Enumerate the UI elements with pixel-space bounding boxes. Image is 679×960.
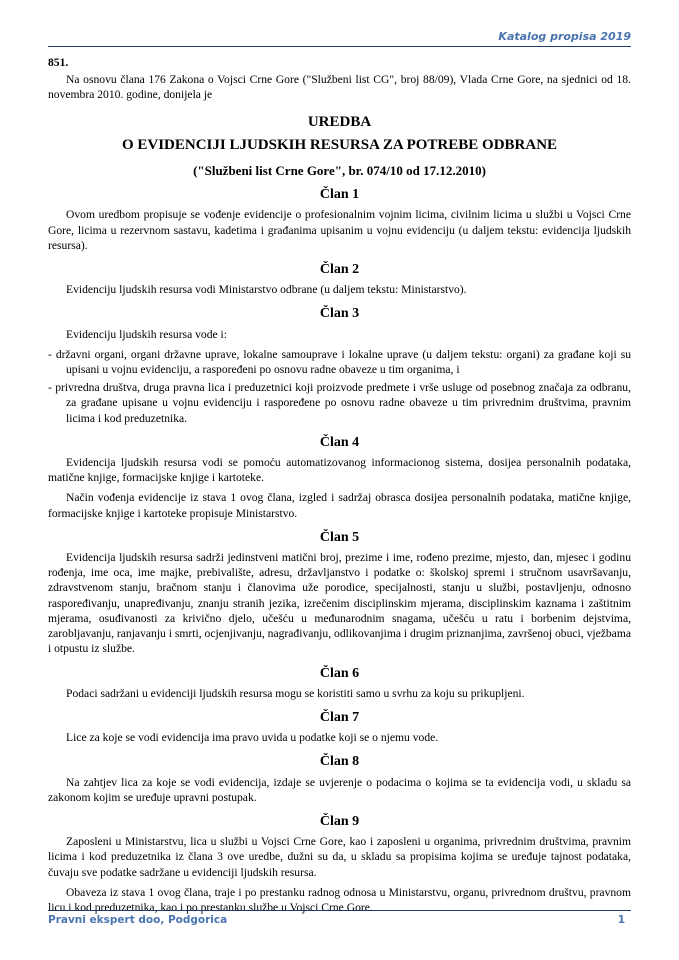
article-paragraph: Obaveza iz stava 1 ovog člana, traje i po prestanku radnog odnosa u Ministarstvu, organu, privrednom društvu, pravnom licu i kod preduzetnika, kao i po prestanku službe u Vojsci Crne Gore.: [48, 885, 631, 914]
articles-container: [48, 187, 631, 915]
article-paragraph: Lice za koje se vodi evidencija ima pravo uvida u podatke koji se o njemu vode.: [66, 731, 439, 745]
list-item: - državni organi, organi državne uprave, lokalne samouprave i lokalne uprave (u daljem tekstu: organi) za građane koji su upisani u vojnu evidenciju, a raspoređeni po osnovu radne obaveze u tim organima, i: [48, 347, 631, 377]
intro-paragraph: Na osnovu člana 176 Zakona o Vojsci Crne Gore ("Službeni list CG", broj 88/09), Vlada Crne Gore, na sjednici od 18. novembra 2010. godine, donijela je: [48, 73, 631, 102]
document-title: UREDBA: [307, 113, 372, 130]
article-paragraph: Podaci sadržani u evidenciji ljudskih resursa mogu se koristiti samo u svrhu za koju su prikupljeni.: [66, 686, 525, 700]
document-subtitle: O EVIDENCIJI LJUDSKIH RESURSA ZA POTREBE ODBRANE: [121, 136, 558, 153]
page-footer: [48, 910, 631, 929]
article-heading: Član 2: [319, 262, 360, 278]
page-number: 1: [617, 914, 625, 926]
article-heading: Član 1: [319, 187, 360, 203]
list-item: - privredna društva, druga pravna lica i preduzetnici koji proizvode predmete i vrše usluge od posebnog značaja za odbranu, za građane upisane u vojnu evidenciju i raspoređene po osnovu radne obaveze u tim privrednim društvima, pravnim licima i kod preduzetnika.: [48, 381, 631, 425]
article-paragraph: Evidencija ljudskih resursa vodi se pomoću automatizovanog informacionog sistema, dosijea personalnih podataka, matične knjige, formacijske knjige i kartoteke.: [48, 456, 631, 485]
article-list: [48, 347, 631, 426]
gazette-reference: ("Službeni list Crne Gore", br. 074/10 od 17.12.2010): [193, 163, 486, 179]
article-paragraph: Zaposleni u Ministarstvu, lica u službi u Vojsci Crne Gore, kao i zaposleni u organima, privrednim društvima, pravnim licima i kod preduzetnika iz člana 3 ove uredbe, dužni su da, u skladu sa propisima kojima se uređuje tajnost podataka, čuvaju sve podatke sadržane u evidenciji ljudskih resursa.: [48, 835, 631, 879]
publisher-name: Pravni ekspert doo, Podgorica: [48, 914, 228, 926]
article-paragraph: Na zahtjev lica za koje se vodi evidencija, izdaje se uvjerenje o podacima o kojima se ta evidencija vodi, u skladu sa zakonom kojim se uređuje upravni postupak.: [48, 775, 631, 804]
article-heading: Član 7: [319, 709, 360, 725]
article-heading: Član 9: [319, 813, 360, 829]
document-number: 851.: [48, 56, 69, 69]
article-paragraph: Evidencija ljudskih resursa sadrži jedinstveni matični broj, prezime i ime, rođeno prezime, mjesto, dan, mjesec i godinu rođenja, ime oca, ime majke, prebivalište, adresu, državljanstvo i podatke o: školskoj spremi i stručnom usavršavanju, zdravstvenom stanju, bračnom stanju i članovima uže porodice, specijalnosti, stanju u službi, postavljenju, odnosno raspoređivanju, unapređivanju, znanju stranih jezika, izrečenim disciplinskim mjerama, disciplinskim kaznama i zaštitnim mjerama, osuđivanosti za krivično djelo, učešću u međunarodnim snagama, učešću u ratu i borbenim dejstvima, zarobljavanju, ranjavanju i smrti, ocjenjivanju, nagrađivanju, odlikovanjima i drugim priznanjima, završenoj obuci, vježbama i otpustu iz službe.: [48, 551, 631, 656]
document-body: [48, 55, 631, 920]
page-header: [48, 30, 631, 47]
article-heading: Član 4: [319, 434, 360, 450]
article-heading: Član 6: [319, 665, 360, 681]
article-paragraph: Evidenciju ljudskih resursa vode i:: [66, 327, 227, 341]
article-heading: Član 8: [319, 754, 360, 770]
article-paragraph: Način vođenja evidencije iz stava 1 ovog člana, izgled i sadržaj obrasca dosijea personalnih podataka, matične knjige, formacijske knjige i kartoteke propisuje Ministarstvo.: [48, 491, 631, 520]
article-heading: Član 3: [319, 306, 360, 322]
article-heading: Član 5: [319, 529, 360, 545]
article-paragraph: Ovom uredbom propisuje se vođenje evidencije o profesionalnim vojnim licima, civilnim licima u službi u Vojsci Crne Gore, licima u rezervnom sastavu, kadetima i građanima upisanim u vojnu evidenciju (u daljem tekstu: evidencija ljudskih resursa).: [48, 208, 631, 252]
article-paragraph: Evidenciju ljudskih resursa vodi Ministarstvo odbrane (u daljem tekstu: Ministarstvo).: [66, 283, 467, 297]
catalog-title: Katalog propisa 2019: [498, 30, 631, 43]
